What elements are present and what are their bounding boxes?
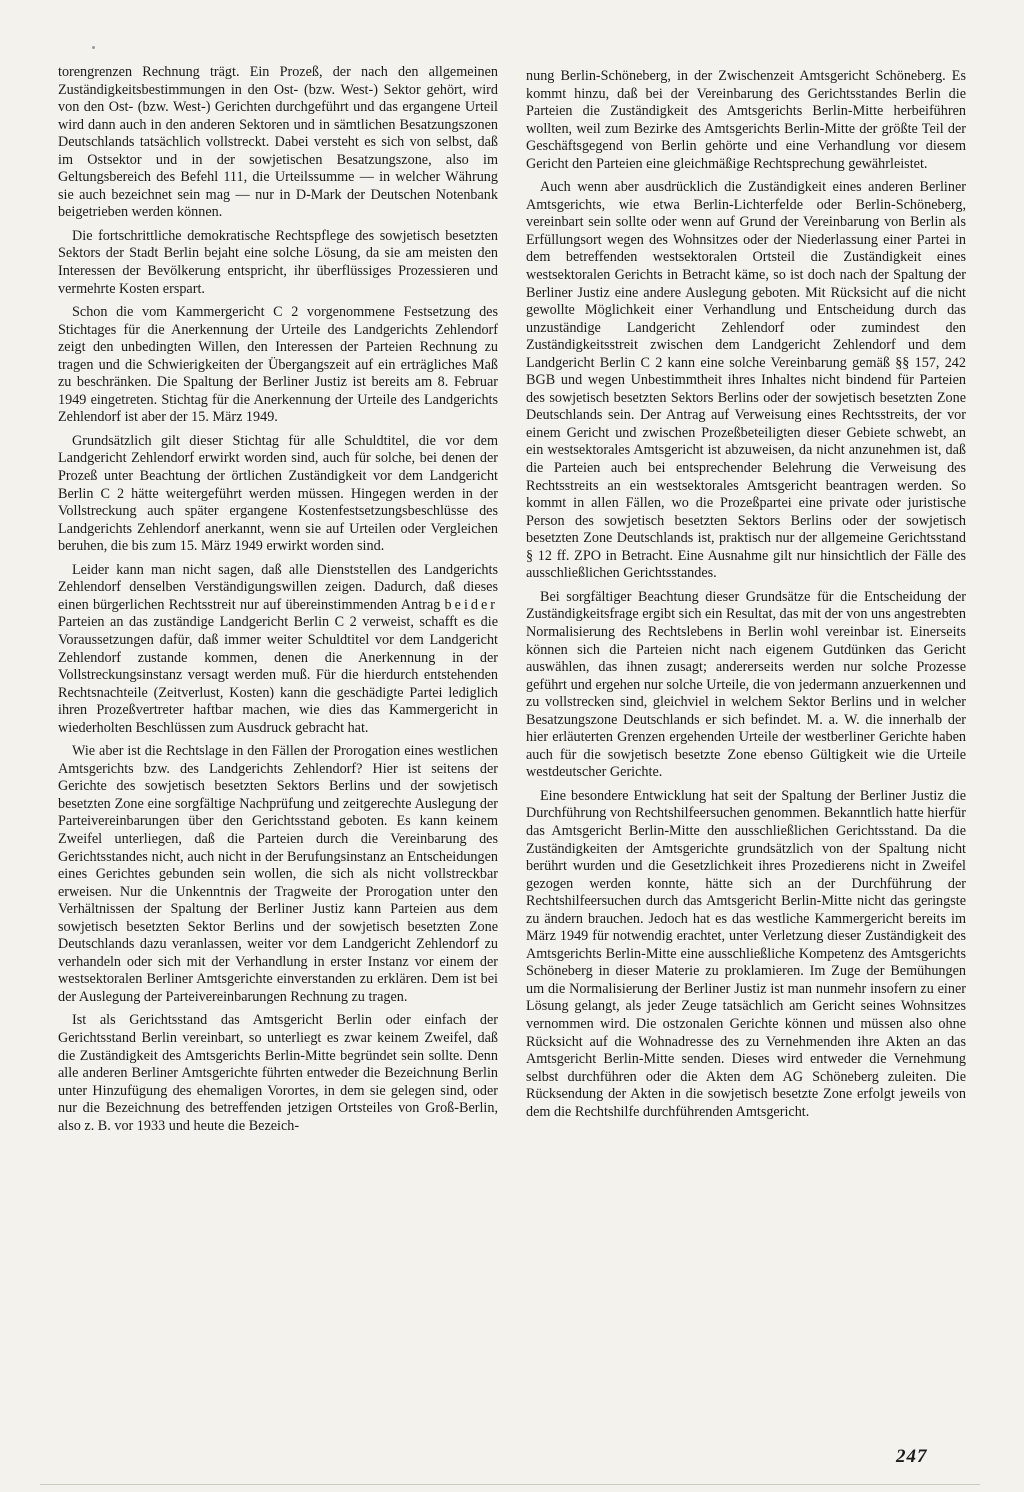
emphasized-word: beider <box>444 596 498 613</box>
page-number: 247 <box>896 1446 928 1467</box>
paragraph: Die fortschrittliche demokratische Rechtspflege des sowjetisch besetzten Sektors der Stadt Berlin bejaht eine solche Lösung, da sie am meisten den Interessen der Bevölkerung entspricht, ihr überflüssiges Prozessieren und vermehrte Kosten erspart. <box>58 227 498 297</box>
scan-speck <box>92 46 95 49</box>
page-edge <box>40 1484 980 1485</box>
paragraph: Auch wenn aber ausdrücklich die Zuständigkeit eines anderen Berliner Amtsgerichts, wie etwa Berlin-Lichterfelde oder Berlin-Schöneberg, vereinbart sein sollte oder wenn auf Grund der Vereinbarung von Berlin als Erfüllungsort wegen des Wohnsitzes oder der Niederlassung einer Partei in dem betreffenden westsektoralen Ortsteil die Zuständigkeit eines westsektoralen Gerichts in Betracht käme, so ist doch nach der Spaltung der Berliner Justiz eine andere Auslegung geboten. Mit Rücksicht auf die nicht gewollte Möglichkeit einer Verhandlung und Entscheidung durch das unzuständige Landgericht Zehlendorf oder zumindest den Zuständigkeitsstreit zwischen dem Landgericht Zehlendorf und dem Landgericht Berlin C 2 kann eine solche Vereinbarung gemäß §§ 157, 242 BGB und wegen Unbestimmtheit ihres Inhaltes nicht bindend für Parteien des sowjetisch besetzten Sektors Berlins oder der sowjetisch besetzten Zone Deutschlands sein. Der Antrag auf Verweisung eines Rechtsstreits, der vor einem Gericht und zwischen Prozeßbeteiligten dieser Gebiete schwebt, an ein westsektorales Amtsgericht ist abzuweisen, da nicht anzunehmen ist, daß die Parteien auch bei entsprechender Belehrung die Verweisung des Rechtsstreits an ein westsektorales Amtsgericht beantragen werden. So kommt in allen Fällen, wo die Prozeßpartei eine private oder juristische Person des sowjetisch besetzten Sektors Berlins oder der sowjetisch besetzten Zone Deutschlands ist, praktisch nur der allgemeine Gerichtsstand § 12 ff. ZPO in Betracht. Eine Ausnahme gilt nur hinsichtlich der Fälle des ausschließlichen Gerichtsstandes. <box>526 179 966 582</box>
paragraph: Ist als Gerichtsstand das Amtsgericht Berlin oder einfach der Gerichtsstand Berlin vereinbart, so unterliegt es zwar keinem Zweifel, daß die Zuständigkeit des Amtsgerichts Berlin-Mitte begründet sein sollte. Denn alle anderen Berliner Amtsgerichte führten entweder die Bezeichnung Berlin unter Hinzufügung des ehemaligen Vorortes, in dem sie gelegen sind, oder nur die Bezeichnung des betreffenden jetzigen Ortsteiles von Groß-Berlin, also z. B. vor 1933 und heute die Bezeich- <box>58 1012 498 1134</box>
paragraph: Eine besondere Entwicklung hat seit der Spaltung der Berliner Justiz die Durchführung von Rechtshilfeersuchen genommen. Bekanntlich hatte hierfür das Amtsgericht Berlin-Mitte den ausschließlichen Gerichtsstand. Da die Zuständigkeiten der Amtsgerichte grundsätzlich von der Spaltung nicht berührt wurden und die Gesetzlichkeit ihres Prozedierens nicht in Zweifel gezogen werden konnte, hätte sich an der Durchführung der Rechtshilfeersuchen durch das Amtsgericht Berlin-Mitte nicht das geringste zu ändern brauchen. Jedoch hat es das westliche Kammergericht bereits im März 1949 für notwendig erachtet, unter Verletzung dieser Zuständigkeit des Amtsgerichts Berlin-Mitte eine ausschließliche Kompetenz des Amtsgerichts Schöneberg in dieser Materie zu proklamieren. Im Zuge der Bemühungen um die Normalisierung der Berliner Justiz ist man nunmehr insofern zu einer Lösung gelangt, als jeder Zeuge tatsächlich am Gericht seines Wohnsitzes vernommen wird. Die ostzonalen Gerichte können und müssen also ohne Rücksicht auf die Wohnadresse des zu Vernehmenden ihre Akten an das Amtsgericht Berlin-Mitte senden. Dieses wird entweder die Vernehmung selbst durchführen oder die Akten dem AG Schöneberg zuleiten. Die Rücksendung der Akten in die sowjetisch besetzte Zone erfolgt jeweils von dem die Rechtshilfe durchführenden Amtsgericht. <box>526 787 966 1120</box>
paragraph: Wie aber ist die Rechtslage in den Fällen der Prorogation eines westlichen Amtsgerichts bzw. des Landgerichts Zehlendorf? Hier ist seitens der Gerichte des sowjetisch besetzten Sektors Berlins und der sowjetisch besetzten Zone eine sorgfältige Nachprüfung und zeitgerechte Auslegung der Parteivereinbarungen über den Gerichtsstand geboten. Es kann keinem Zweifel unterliegen, daß die Parteien durch die Vereinbarung des Gerichtsstandes nicht, auch nicht in der Berufungsinstanz an Entscheidungen eines Gerichtes gebunden sein wollen, die sich als nicht vollstreckbar erweisen. Nur die Unkenntnis der Tragweite der Prorogation unter den Verhältnissen der Spaltung der Berliner Justiz kann Parteien aus dem sowjetisch besetzten Sektor Berlins und der sowjetisch besetzten Zone Deutschlands dazu veranlassen, weiter vor dem Landgericht Zehlendorf zu verhandeln oder sich mit der Verhandlung in erster Instanz vor einem der westsektoralen Berliner Amtsgerichte einverstanden zu erklären. Dem ist bei der Auslegung der Parteivereinbarungen Rechnung zu tragen. <box>58 743 498 1005</box>
paragraph: torengrenzen Rechnung trägt. Ein Prozeß, der nach den allgemeinen Zuständigkeitsbestimmungen in den Ost- (bzw. West-) Sektor gehört, wird von den Ost- (bzw. West-) Gerichten durchgeführt und das ergangene Urteil wird dann auch in den anderen Sektoren und in sämtlichen Besatzungszonen Deutschlands tatsächlich vollstreckt. Dabei versteht es sich von selbst, daß im Ostsektor und in der sowjetischen Besatzungszone, also im Geltungsbereich des Befehl 111, die Urteilssumme — in welcher Währung sie auch bezeichnet sein mag — nur in D-Mark der Deutschen Notenbank beigetrieben werden können. <box>58 64 498 221</box>
paragraph: Grundsätzlich gilt dieser Stichtag für alle Schuldtitel, die vor dem Landgericht Zehlendorf erwirkt worden sind, auch für solche, bei denen der Prozeß unter Beachtung der örtlichen Zuständigkeit vor dem Landgericht Berlin C 2 hätte weitergeführt werden müssen. Hingegen werden in der Vollstreckung auch später ergangene Kostenfestsetzungsbeschlüsse des Landgerichts Zehlendorf anerkannt, wenn sie auf Urteilen oder Vergleichen beruhen, die bis zum 15. März 1949 erwirkt worden sind. <box>58 432 498 555</box>
paragraph-text: Leider kann man nicht sagen, daß alle Dienststellen des Landgerichts Zehlendorf denselben Verständigungswillen zeigen. Dadurch, daß dieses einen bürgerlichen Rechtsstreit nur auf übereinstimmenden Antrag <box>58 561 498 613</box>
left-column <box>58 64 498 1141</box>
paragraph: Bei sorgfältiger Beachtung dieser Grundsätze für die Entscheidung der Zuständigkeitsfrage ergibt sich ein Resultat, das mit der von uns angestrebten Normalisierung des Rechtslebens in Berlin wohl vereinbar ist. Einerseits können sich die Parteien nicht nach eigenem Gutdünken das Gericht auswählen, das ihnen zusagt; andererseits werden nur solche Prozesse geführt und ergehen nur solche Urteile, die von jedermann anzuerkennen und zu vollstrecken sind, gleichviel in welchem Sektor Berlins und in welcher Besatzungszone Deutschlands er sich befindet. M. a. W. die innerhalb der hier erläuterten Grenzen ergehenden Urteile der westberliner Gerichte haben auch für die sowjetisch besetzte Zone ebenso Gültigkeit wie die Urteile westdeutscher Gerichte. <box>526 588 966 781</box>
paragraph-text: Parteien an das zuständige Landgericht Berlin C 2 verweist, schafft es die Voraussetzungen dafür, daß immer weiter Schuldtitel vor dem Landgericht Zehlendorf zustande kommen, denen die Anerkennung in der Vollstreckungsinstanz versagt werden muß. Für die hierdurch entstehenden Rechtsnachteile (Zeitverlust, Kosten) kann die geschädigte Partei lediglich ihren Prozeßvertreter haftbar machen, wie dies das Kammergericht in wiederholten Beschlüssen zum Ausdruck gebracht hat. <box>58 614 498 736</box>
paragraph <box>58 562 498 737</box>
right-column <box>526 68 966 1127</box>
paragraph: Schon die vom Kammergericht C 2 vorgenommene Festsetzung des Stichtages für die Anerkennung der Urteile des Landgerichts Zehlendorf zeigt den unbedingten Willen, den Interessen der Parteien Rechnung zu tragen und die Schwierigkeiten der Übergangszeit auf ein erträgliches Maß zu beschränken. Die Spaltung der Berliner Justiz ist bereits am 8. Februar 1949 eingetreten. Stichtag für die Anerkennung der Urteile des Landgerichts Zehlendorf ist aber der 15. März 1949. <box>58 304 498 426</box>
paragraph: nung Berlin-Schöneberg, in der Zwischenzeit Amtsgericht Schöneberg. Es kommt hinzu, daß bei der Vereinbarung des Gerichtsstandes Berlin die Parteien die Zuständigkeit des Amtsgerichts Berlin-Mitte herbeiführen wollten, weil zum Bezirke des Amtsgerichts Berlin-Mitte der größte Teil der Geschäftsgegend von Berlin gehörte und eine Verhandlung vor diesem Gericht den Parteien eine gleichmäßige Rechtsprechung gewährleistet. <box>526 68 966 172</box>
